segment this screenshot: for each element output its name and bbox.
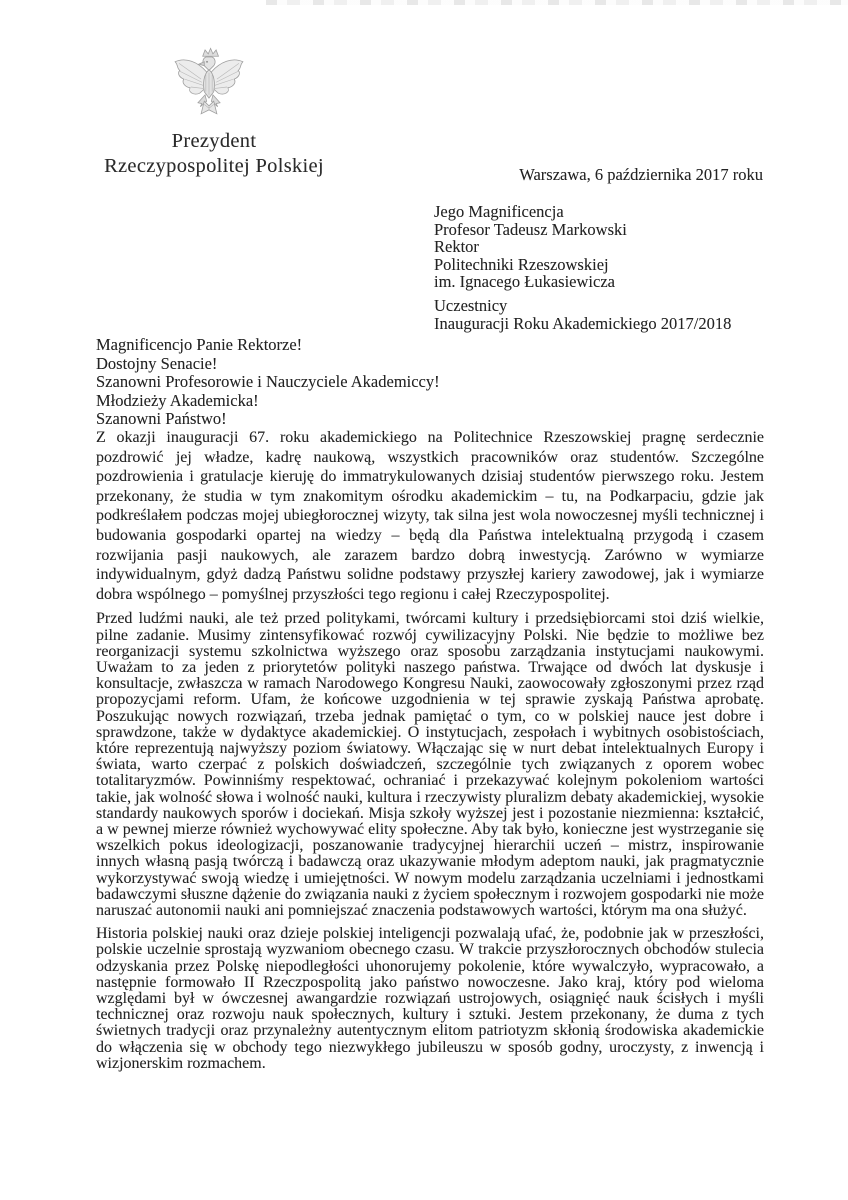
recipient-line: im. Ignacego Łukasiewicza: [434, 272, 615, 292]
letter-paragraph-1: Z okazji inauguracji 67. roku akademickiego na Politechnice Rzeszowskiej pragnę serdecznie pozdrowić jej władze, kadrę naukową, wszystkich pracowników oraz studentów. Szczególne pozdrowienia i gratulacje kieruję do immatrykulowanych dzisiaj studentów pierwszego roku. Jestem przekonany, że studia w tym znakomitym ośrodku akademickim – tu, na Podkarpaciu, gdzie jak podkreślałem podczas mojej ubiegłorocznej wizyty, tak silna jest wola nowoczesnej myśli technicznej i budowania gospodarki opartej na wiedzy – będą dla Państwa intelektualną przygodą i czasem rozwijania pasji naukowych, ale zarazem bardzo dobrą inwestycją. Zarówno w wymiarze indywidualnym, gdyż dadzą Państwu solidne podstawy przyszłej kariery zawodowej, jak i wymiarze dobra wspólnego – pomyślnej przyszłości tego regionu i całej Rzeczypospolitej.: [96, 429, 764, 603]
participants-line: Inauguracji Roku Akademickiego 2017/2018: [434, 314, 732, 334]
recipient-line: Profesor Tadeusz Markowski: [434, 219, 627, 239]
salutation-line: Dostojny Senacie!: [96, 353, 218, 373]
dateline: Warszawa, 6 października 2017 roku: [519, 165, 763, 184]
sender-title-line2: Rzeczypospolitej Polskiej: [104, 154, 324, 177]
salutation-line: Szanowni Państwo!: [96, 409, 227, 428]
participants-line: Uczestnicy: [434, 296, 508, 316]
recipient-line: Rektor: [434, 237, 479, 257]
sender-block: [60, 129, 368, 178]
recipient-line: Politechniki Rzeszowskiej: [434, 254, 609, 274]
recipient-block: [434, 203, 731, 333]
salutation-line: Magnificencjo Panie Rektorze!: [96, 335, 303, 354]
letter-paragraph-2: Przed ludźmi nauki, ale też przed politykami, twórcami kultury i przedsiębiorcami stoi dziś wielkie, pilne zadanie. Musimy zintensyfikować rozwój cywilizacyjny Polski. Nie będzie to możliwe bez reorganizacji systemu szkolnictwa wyższego oraz sposobu zarządzania instytucjami naukowymi. Uważam to za jeden z priorytetów polityki naszego państwa. Trwające od dwóch lat dyskusje i konsultacje, zwłaszcza w ramach Narodowego Kongresu Nauki, zaowocowały zgłoszonymi przez rząd propozycjami reform. Ufam, że końcowe uzgodnienia w tej sprawie zyskają Państwa aprobatę. Poszukując nowych rozwiązań, trzeba jednak pamiętać o tym, co w polskiej nauce jest dobre i sprawdzone, także w dydaktyce akademickiej. O instytucjach, zespołach i wybitnych osobistościach, które reprezentują najwyższy poziom światowy. Włączając się w nurt debat intelektualnych Europy i świata, warto czerpać z polskich doświadczeń, szczególnie tych związanych z oporem wobec totalitaryzmów. Powinniśmy respektować, ochraniać i przekazywać kolejnym pokoleniom wartości takie, jak wolność słowa i wolność nauki, kultura i rzeczywisty pluralizm debaty akademickiej, wysokie standardy naukowych sporów i dociekań. Misja szkoły wyższej jest i pozostanie niezmienna: kształcić, a w pewnej mierze również wychowywać elity społeczne. Aby tak było, konieczne jest wystrzeganie się wszelkich pokus ideologizacji, poszanowanie tradycyjnej hierarchii uczeń – mistrz, inspirowanie innych własną pasją twórczą i badawczą oraz ukazywanie młodym adeptom nauki, jak pragmatycznie wykorzystywać swoją wiedzę i umiejętności. W nowym modelu zarządzania uczelniami i jednostkami badawczymi słuszne dążenie do związania nauki z życiem społecznym i rozwojem gospodarki nie może naruszać autonomii nauki ani pomniejszać znaczenia podstawowych wartości, którym ma ona służyć.: [96, 610, 764, 919]
salutation-line: Szanowni Profesorowie i Nauczyciele Akademiccy!: [96, 372, 440, 391]
salutation-line: Młodzieży Akademicka!: [96, 390, 259, 410]
letter-body: [96, 428, 764, 1079]
participants-block: [434, 297, 731, 332]
scan-artifact: [266, 0, 848, 5]
sender-title-line1: Prezydent: [171, 130, 257, 152]
salutation-block: [96, 336, 440, 429]
letter-paragraph-3: Historia polskiej nauki oraz dzieje polskiej inteligencji pozwalają ufać, że, podobnie jak w przeszłości, polskie uczelnie sprostają wyzwaniom obecnego czasu. W trakcie przyszłorocznych obchodów stulecia odzyskania przez Polskę niepodległości uhonorujemy pokolenie, które wywalczyło, wypracowało, a następnie formowało II Rzeczpospolitą jako państwo nowoczesne. Jako kraj, który pod wieloma względami był w ówczesnej awangardzie rozwiązań ustrojowych, osiągnięć nauk ścisłych i myśli technicznej oraz rozwoju nauk społecznych, kultury i sztuki. Jestem przekonany, że duma z tych świetnych tradycji oraz przynależny autentycznym elitom patriotyzm skłonią środowiska akademickie do włączenia się w obchody tego niezwykłego jubileuszu w sposób godny, uroczysty, z inwencją i wizjonerskim rozmachem.: [96, 925, 764, 1072]
recipient-line: Jego Magnificencja: [434, 202, 564, 221]
polish-eagle-emblem-icon: [169, 46, 249, 128]
